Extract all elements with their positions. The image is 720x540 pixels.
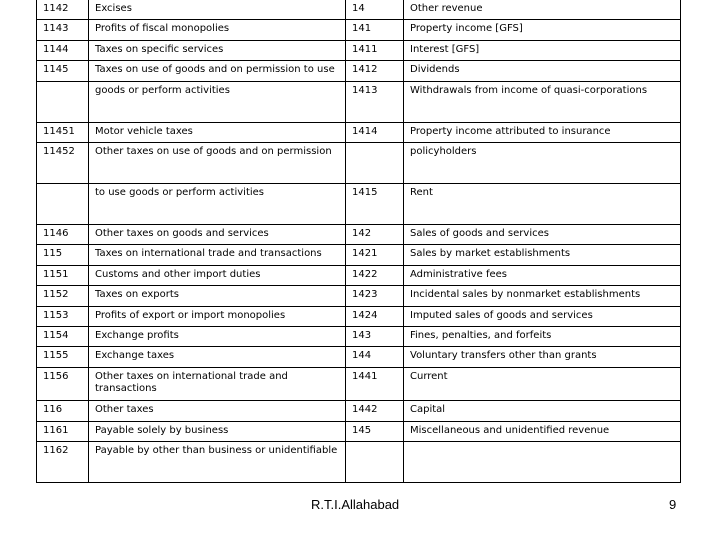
description-cell: Property income attributed to insurance <box>404 123 681 143</box>
description-cell: Excises <box>89 0 346 20</box>
description-cell: Profits of export or import monopolies <box>89 307 346 327</box>
code-cell: 1422 <box>346 266 404 286</box>
code-cell: 1411 <box>346 41 404 61</box>
description-cell: policyholders <box>404 143 681 184</box>
description-cell: Payable by other than business or unidentifiable <box>89 442 346 483</box>
description-cell: Property income [GFS] <box>404 20 681 41</box>
table-row <box>37 347 681 368</box>
description-cell: Other taxes on goods and services <box>89 225 346 245</box>
code-cell: 1146 <box>37 225 89 245</box>
description-cell: Miscellaneous and unidentified revenue <box>404 422 681 442</box>
table-row <box>37 0 681 20</box>
code-cell <box>346 143 404 184</box>
code-cell: 1413 <box>346 82 404 123</box>
table-row <box>37 82 681 123</box>
code-cell: 144 <box>346 347 404 368</box>
description-cell: Fines, penalties, and forfeits <box>404 327 681 347</box>
description-cell: Exchange taxes <box>89 347 346 368</box>
code-cell: 1151 <box>37 266 89 286</box>
code-cell: 1156 <box>37 368 89 401</box>
code-cell: 1423 <box>346 286 404 307</box>
code-cell: 1424 <box>346 307 404 327</box>
code-cell: 1152 <box>37 286 89 307</box>
code-cell: 11452 <box>37 143 89 184</box>
description-cell: Profits of fiscal monopolies <box>89 20 346 41</box>
description-cell: Incidental sales by nonmarket establishments <box>404 286 681 307</box>
code-cell: 1421 <box>346 245 404 266</box>
footer-source: R.T.I.Allahabad <box>311 497 400 512</box>
table-row <box>37 245 681 266</box>
description-cell: Other taxes on international trade and transactions <box>89 368 346 401</box>
description-cell: Taxes on exports <box>89 286 346 307</box>
code-cell <box>37 184 89 225</box>
code-cell: 141 <box>346 20 404 41</box>
code-cell: 1154 <box>37 327 89 347</box>
table-row <box>37 123 681 143</box>
description-cell: Taxes on specific services <box>89 41 346 61</box>
description-cell: goods or perform activities <box>89 82 346 123</box>
description-cell: Other taxes on use of goods and on permission <box>89 143 346 184</box>
table-row <box>37 184 681 225</box>
code-cell: 1162 <box>37 442 89 483</box>
description-cell: Motor vehicle taxes <box>89 123 346 143</box>
code-cell: 115 <box>37 245 89 266</box>
code-cell: 1412 <box>346 61 404 82</box>
description-cell: Other revenue <box>404 0 681 20</box>
description-cell: Voluntary transfers other than grants <box>404 347 681 368</box>
description-cell: Rent <box>404 184 681 225</box>
code-cell: 1161 <box>37 422 89 442</box>
code-cell: 11451 <box>37 123 89 143</box>
classification-table <box>36 0 681 483</box>
description-cell: Other taxes <box>89 401 346 422</box>
description-cell: Exchange profits <box>89 327 346 347</box>
code-cell: 1145 <box>37 61 89 82</box>
description-cell: Interest [GFS] <box>404 41 681 61</box>
description-cell: Sales of goods and services <box>404 225 681 245</box>
code-cell: 1441 <box>346 368 404 401</box>
table-row <box>37 266 681 286</box>
code-cell: 1153 <box>37 307 89 327</box>
code-cell <box>37 82 89 123</box>
code-cell <box>346 442 404 483</box>
table-row <box>37 401 681 422</box>
description-cell: to use goods or perform activities <box>89 184 346 225</box>
code-cell: 143 <box>346 327 404 347</box>
description-cell: Dividends <box>404 61 681 82</box>
code-cell: 116 <box>37 401 89 422</box>
table-row <box>37 41 681 61</box>
description-cell: Current <box>404 368 681 401</box>
code-cell: 1142 <box>37 0 89 20</box>
classification-table-body <box>37 0 681 483</box>
code-cell: 14 <box>346 0 404 20</box>
description-cell: Sales by market establishments <box>404 245 681 266</box>
table-row <box>37 307 681 327</box>
code-cell: 1155 <box>37 347 89 368</box>
table-row <box>37 368 681 401</box>
table-row <box>37 327 681 347</box>
table-row <box>37 442 681 483</box>
code-cell: 145 <box>346 422 404 442</box>
description-cell: Imputed sales of goods and services <box>404 307 681 327</box>
description-cell: Withdrawals from income of quasi-corporations <box>404 82 681 123</box>
table-row <box>37 225 681 245</box>
page-number: 9 <box>669 497 677 512</box>
code-cell: 1414 <box>346 123 404 143</box>
description-cell: Taxes on use of goods and on permission to use <box>89 61 346 82</box>
code-cell: 1442 <box>346 401 404 422</box>
code-cell: 1144 <box>37 41 89 61</box>
description-cell: Capital <box>404 401 681 422</box>
description-cell: Administrative fees <box>404 266 681 286</box>
table-row <box>37 422 681 442</box>
description-cell: Customs and other import duties <box>89 266 346 286</box>
table-row <box>37 143 681 184</box>
description-cell: Payable solely by business <box>89 422 346 442</box>
table-row <box>37 61 681 82</box>
code-cell: 142 <box>346 225 404 245</box>
code-cell: 1415 <box>346 184 404 225</box>
code-cell: 1143 <box>37 20 89 41</box>
description-cell <box>404 442 681 483</box>
description-cell: Taxes on international trade and transactions <box>89 245 346 266</box>
table-row <box>37 20 681 41</box>
table-row <box>37 286 681 307</box>
